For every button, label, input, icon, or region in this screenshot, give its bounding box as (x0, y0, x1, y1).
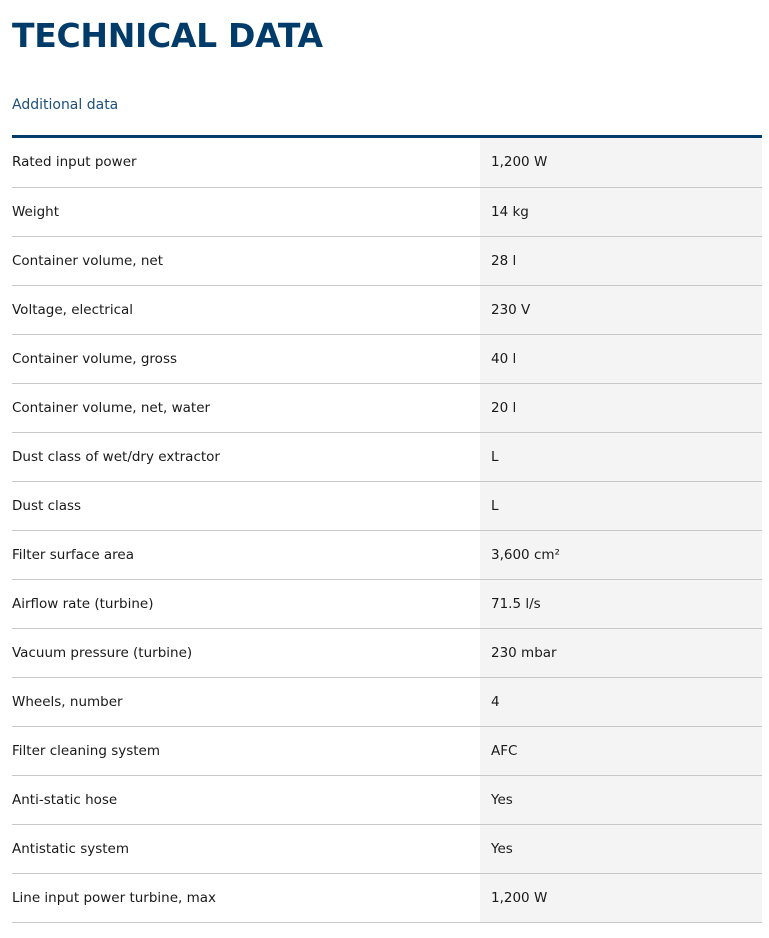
spec-label: Container volume, gross (12, 334, 480, 383)
table-row (12, 383, 762, 432)
spec-value: Yes (480, 824, 762, 873)
spec-value: 230 mbar (480, 628, 762, 677)
table-row (12, 824, 762, 873)
table-row (12, 628, 762, 677)
table-row (12, 873, 762, 922)
spec-value: 4 (480, 677, 762, 726)
spec-label: Wheels, number (12, 677, 480, 726)
spec-label: Container volume, net, water (12, 383, 480, 432)
table-row (12, 285, 762, 334)
spec-label: Rated input power (12, 138, 480, 187)
spec-value: 40 l (480, 334, 762, 383)
spec-label: Filter surface area (12, 530, 480, 579)
table-row (12, 138, 762, 187)
spec-value: 71.5 l/s (480, 579, 762, 628)
spec-value: L (480, 432, 762, 481)
spec-label: Vacuum pressure (turbine) (12, 628, 480, 677)
table-row (12, 432, 762, 481)
spec-label: Weight (12, 187, 480, 236)
spec-value: 230 V (480, 285, 762, 334)
technical-data-table (12, 135, 762, 923)
spec-label: Anti-static hose (12, 775, 480, 824)
spec-value: 1,200 W (480, 138, 762, 187)
table-row (12, 677, 762, 726)
spec-label: Line input power turbine, max (12, 873, 480, 922)
spec-value: 3,600 cm² (480, 530, 762, 579)
spec-value: 20 l (480, 383, 762, 432)
table-row (12, 726, 762, 775)
page-title: TECHNICAL DATA (12, 16, 323, 55)
table-body (12, 138, 762, 922)
spec-label: Voltage, electrical (12, 285, 480, 334)
spec-label: Antistatic system (12, 824, 480, 873)
spec-value: 28 l (480, 236, 762, 285)
spec-value: 14 kg (480, 187, 762, 236)
table-row (12, 481, 762, 530)
table-row (12, 334, 762, 383)
table-row (12, 236, 762, 285)
table-row (12, 530, 762, 579)
table-row (12, 775, 762, 824)
spec-label: Dust class of wet/dry extractor (12, 432, 480, 481)
spec-label: Airflow rate (turbine) (12, 579, 480, 628)
spec-value: AFC (480, 726, 762, 775)
spec-label: Dust class (12, 481, 480, 530)
table-row (12, 187, 762, 236)
table-row (12, 579, 762, 628)
spec-label: Filter cleaning system (12, 726, 480, 775)
spec-label: Container volume, net (12, 236, 480, 285)
spec-value: Yes (480, 775, 762, 824)
tab-additional-data[interactable]: Additional data (12, 97, 119, 113)
spec-value: L (480, 481, 762, 530)
spec-value: 1,200 W (480, 873, 762, 922)
